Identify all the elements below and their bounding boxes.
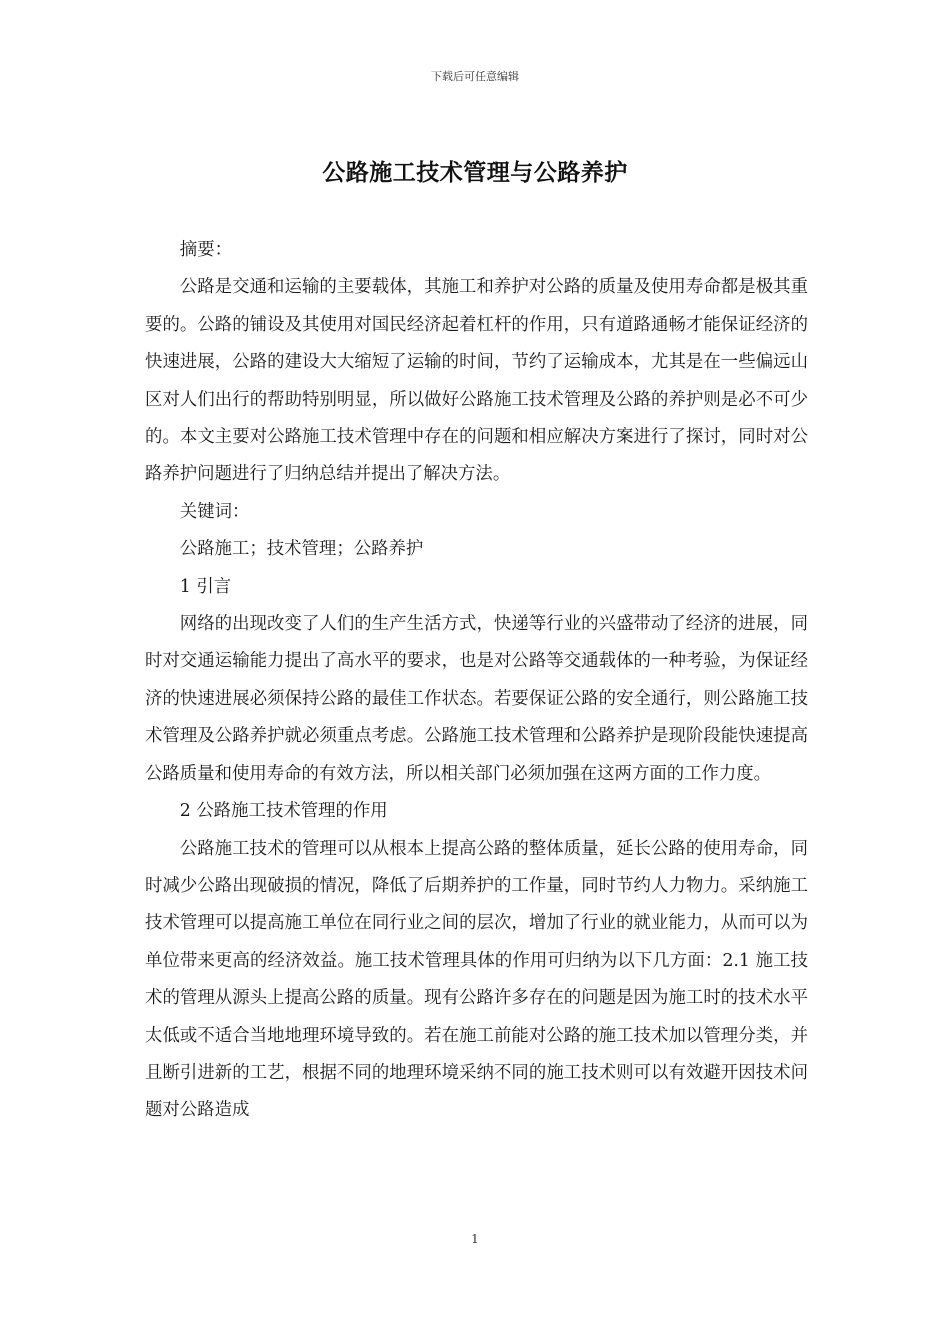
page-number: 1: [471, 1232, 479, 1246]
keywords-label: 关键词：: [179, 501, 250, 522]
keywords-text: 公路施工；技术管理；公路养护: [179, 539, 424, 560]
document-body: [145, 232, 808, 1130]
section-2-heading: 2 公路施工技术管理的作用: [179, 801, 388, 822]
header-note: 下载后可任意编辑: [431, 70, 519, 83]
abstract-label: 摘要：: [179, 240, 232, 260]
document-title: 公路施工技术管理与公路养护: [322, 159, 628, 186]
abstract-paragraph: 公路是交通和运输的主要载体，其施工和养护对公路的质量及使用寿命都是极其重要的。公路的铺设及其使用对国民经济起着杠杆的作用，只有道路通畅才能保证经济的快速进展，公路的建设大大缩短了运输的时间，节约了运输成本，尤其是在一些偏远山区对人们出行的帮助特别明显，所以做好公路施工技术管理及公路的养护则是必不可少的。本文主要对公路施工技术管理中存在的问题和相应解决方案进行了探讨，同时对公路养护问题进行了归纳总结并提出了解决方法。: [145, 277, 808, 485]
section-1-heading: 1 引言: [179, 576, 232, 597]
section-2-paragraph: 公路施工技术的管理可以从根本上提高公路的整体质量，延长公路的使用寿命，同时减少公路出现破损的情况，降低了后期养护的工作量，同时节约人力物力。采纳施工技术管理可以提高施工单位在同行业之间的层次，增加了行业的就业能力，从而可以为单位带来更高的经济效益。施工技术管理具体的作用可归纳为以下几方面：2.1 施工技术的管理从源头上提高公路的质量。现有公路许多存在的问题是因为施工时的技术水平太低或不适合当地地理环境导致的。若在施工前能对公路的施工技术加以管理分类，并且断引进新的工艺，根据不同的地理环境采纳不同的施工技术则可以有效避开因技术问题对公路造成: [145, 838, 808, 1121]
section-1-paragraph: 网络的出现改变了人们的生产生活方式，快递等行业的兴盛带动了经济的进展，同时对交通运输能力提出了高水平的要求，也是对公路等交通载体的一种考验，为保证经济的快速进展必须保持公路的最佳工作状态。若要保证公路的安全通行，则公路施工技术管理及公路养护就必须重点考虑。公路施工技术管理和公路养护是现阶段能快速提高公路质量和使用寿命的有效方法，所以相关部门必须加强在这两方面的工作力度。: [145, 614, 808, 784]
